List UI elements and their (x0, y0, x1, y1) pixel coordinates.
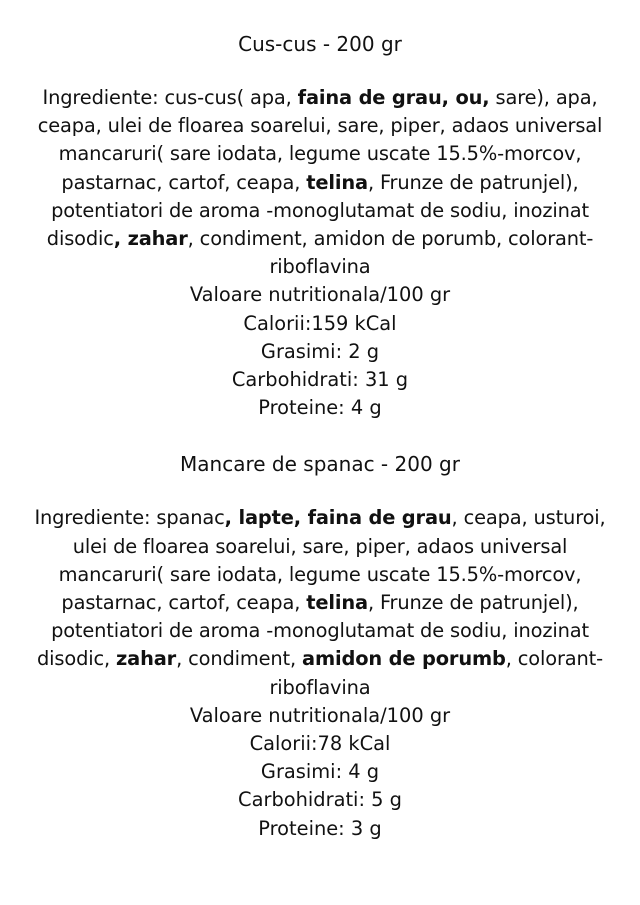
ingredient-segment: , condiment, amidon de porumb, colorant-riboflavina (187, 227, 594, 279)
allergen-segment: amidon de porumb (302, 647, 506, 671)
carbs-value: Carbohidrati: 5 g (238, 788, 402, 812)
nutrition-header: Valoare nutritionala/100 gr (189, 703, 451, 727)
allergen-segment: telina (306, 591, 368, 615)
carbs-value: Carbohidrati: 31 g (231, 368, 409, 392)
ingredients-text (24, 84, 616, 281)
ingredient-segment: Ingrediente: spanac (34, 506, 225, 530)
protein-value: Proteine: 4 g (258, 396, 382, 420)
ingredient-segment: , Frunze de patrunjel), potentiatori de aroma -monoglutamat de sodiu, inozinat disodic (46, 170, 589, 251)
product-title: Mancare de spanac - 200 gr (180, 452, 460, 477)
product-cus-cus (24, 30, 616, 422)
ingredient-segment: , condiment, (176, 647, 303, 671)
fat-value: Grasimi: 2 g (260, 339, 380, 363)
nutrition-facts (24, 702, 616, 843)
fat-value: Grasimi: 4 g (260, 760, 380, 784)
nutrition-header: Valoare nutritionala/100 gr (189, 283, 451, 307)
allergen-segment: telina (306, 170, 368, 194)
ingredient-segment: , ceapa, usturoi, ulei de floarea soarelui, sare, piper, adaos universal mancaruri( sare iodata, legume uscate 15.5%-morcov, pastarnac, cartof, ceapa, (58, 506, 606, 615)
calories-value: Calorii:78 kCal (249, 732, 391, 756)
calories-value: Calorii:159 kCal (243, 311, 397, 335)
ingredients-text (24, 504, 616, 701)
ingredient-segment: , Frunze de patrunjel), potentiatori de aroma -monoglutamat de sodiu, inozinat disodic, (37, 591, 589, 671)
ingredient-segment: sare), apa, ceapa, ulei de floarea soarelui, sare, piper, adaos universal mancaruri( sare iodata, legume uscate 15.5%-morcov, pastarnac, cartof, ceapa, (37, 86, 603, 194)
allergen-segment: , zahar (113, 227, 188, 251)
allergen-segment: zahar (116, 647, 177, 671)
product-spanac (24, 450, 616, 842)
ingredient-segment: , colorant-riboflavina (269, 647, 603, 699)
allergen-segment: faina de grau, ou, (297, 86, 490, 109)
ingredient-segment: Ingrediente: cus-cus( apa, (42, 86, 298, 109)
product-title: Cus-cus - 200 gr (238, 32, 402, 56)
allergen-segment: , lapte, faina de grau (224, 506, 452, 530)
nutrition-facts (24, 281, 616, 422)
protein-value: Proteine: 3 g (258, 816, 382, 840)
